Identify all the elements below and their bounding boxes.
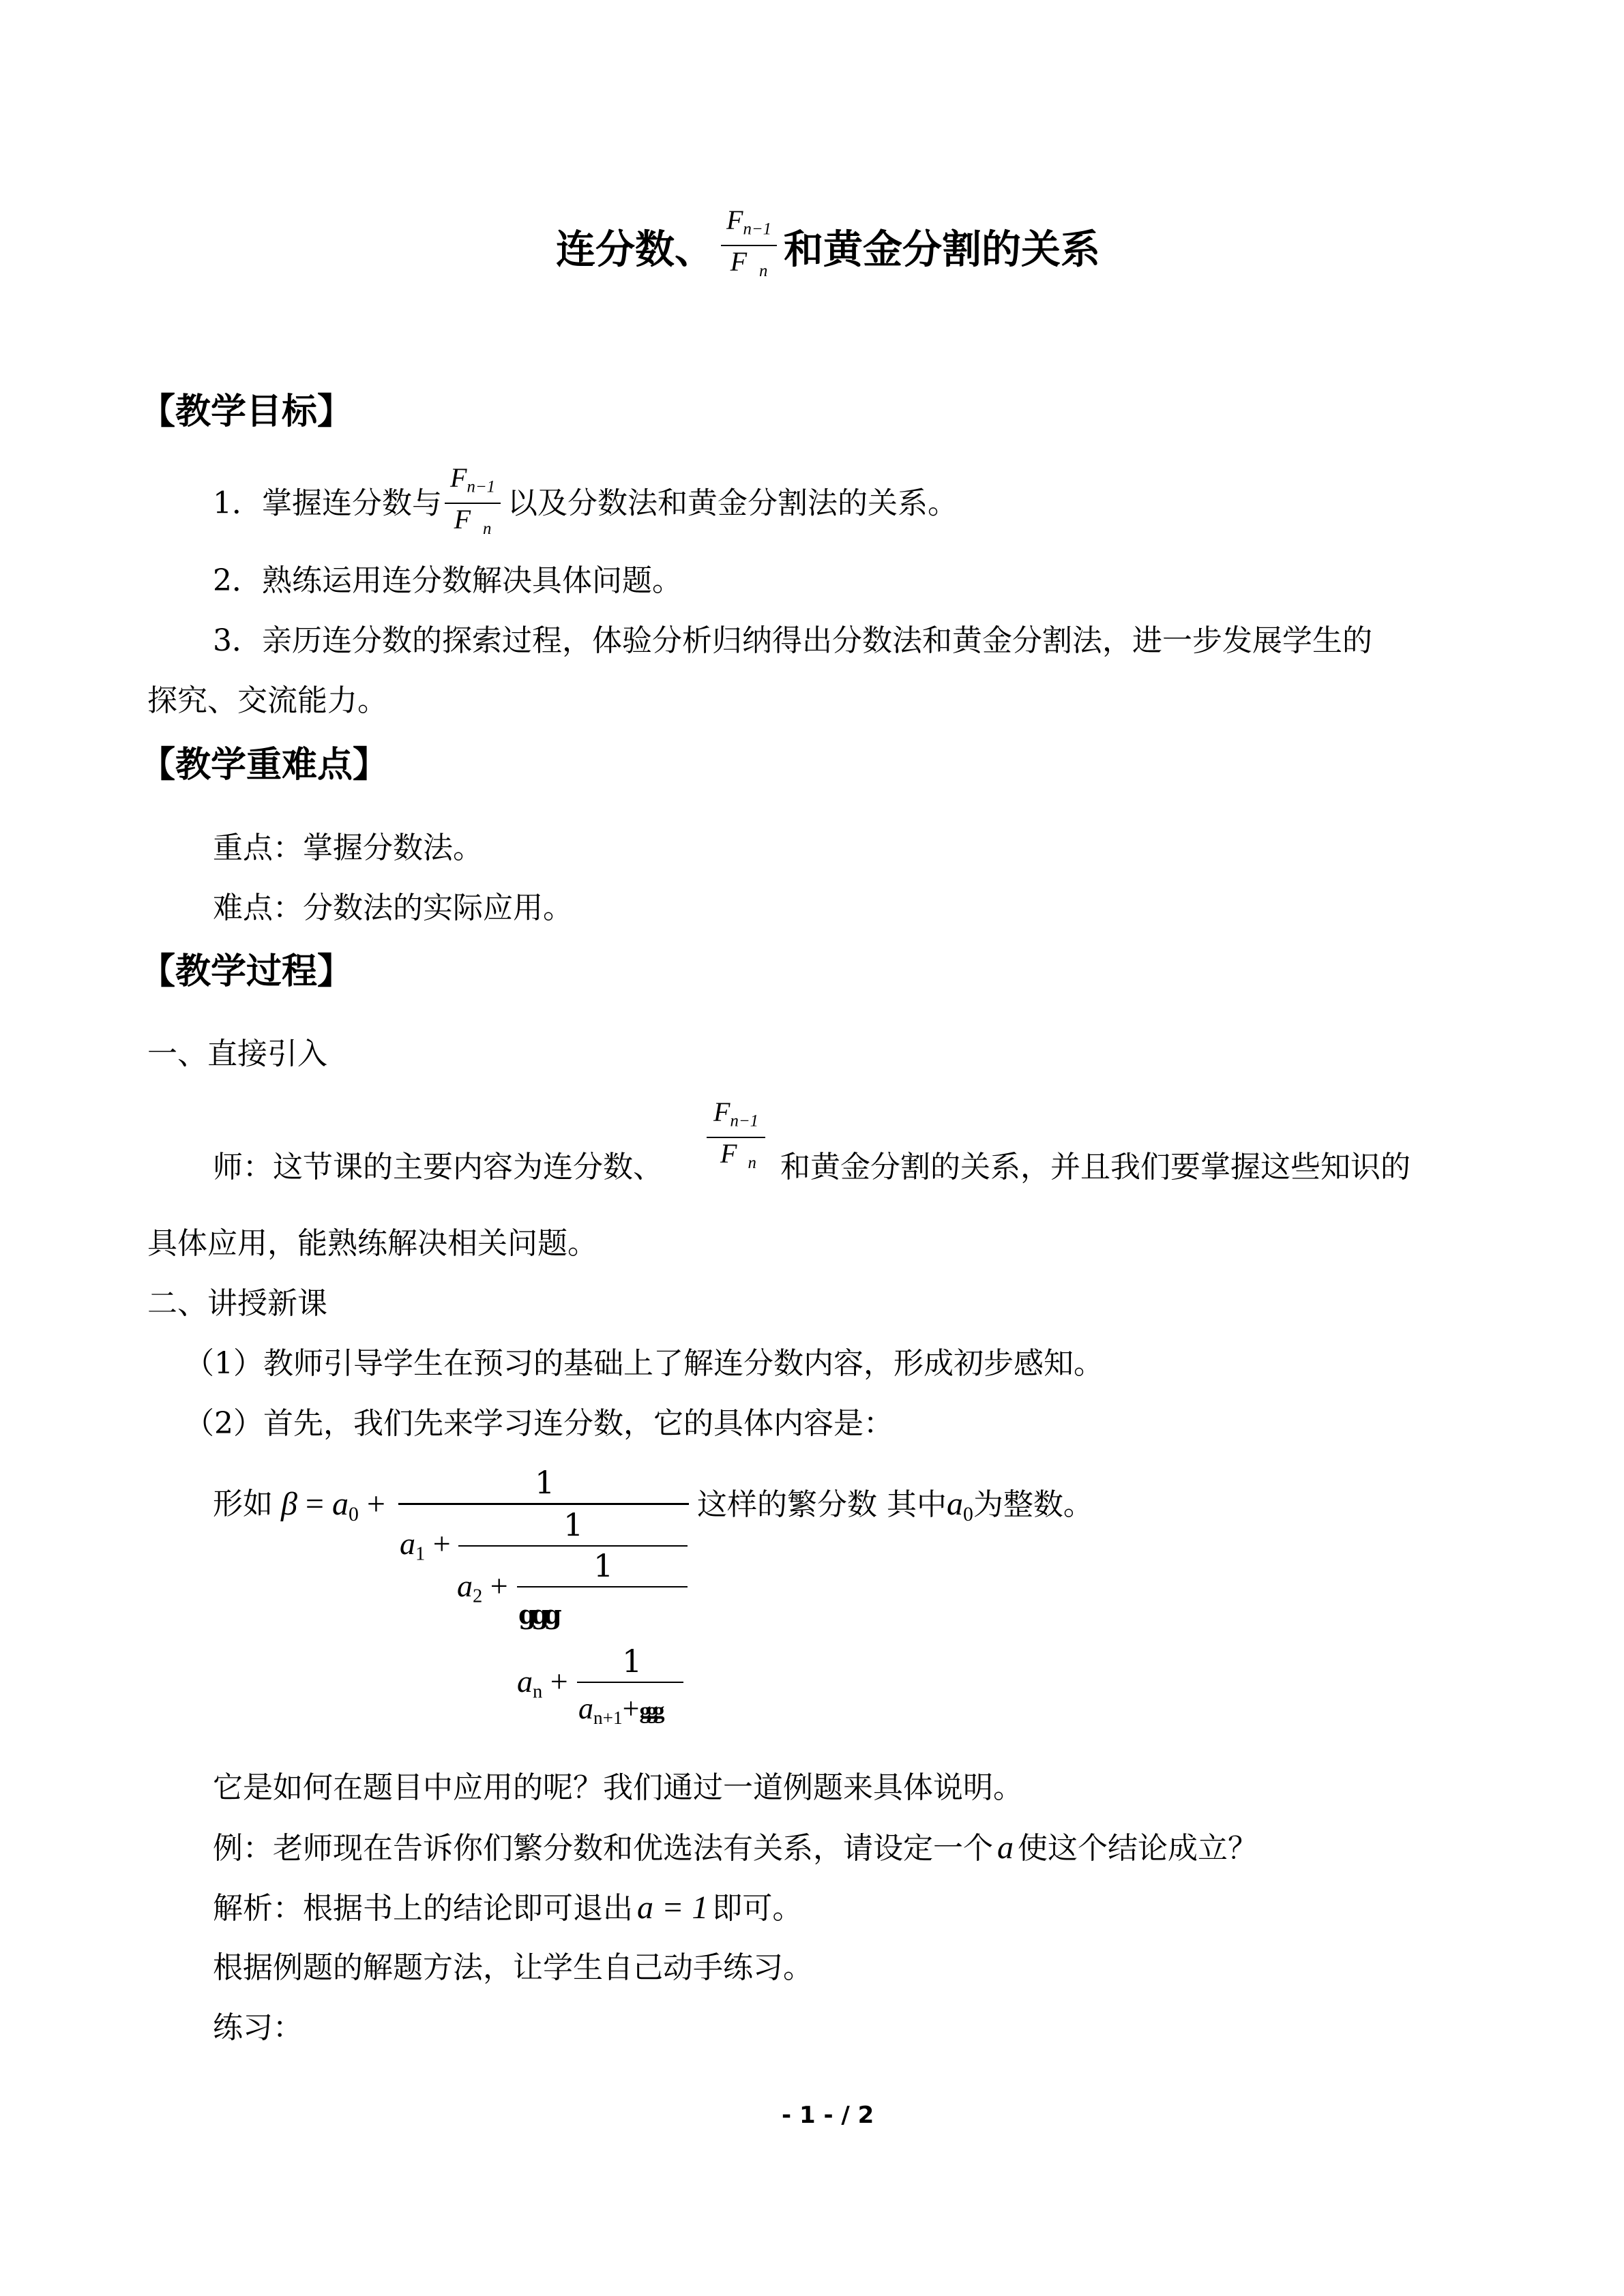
formula-suffix: 这样的繁分数 其中$a_0$为整数。 [697, 1486, 1093, 1525]
formula-bar-3 [517, 1586, 688, 1587]
title-text-before: 连分数、 [556, 226, 715, 273]
formula-an1: $a_{n+1}+ggg$ [578, 1692, 660, 1729]
page-title [556, 205, 1100, 287]
formula-bar-4 [577, 1682, 683, 1683]
step-2: （2）首先，我们先来学习连分数，它的具体内容是： [184, 1406, 894, 1441]
practice-intro: 根据例题的解题方法，让学生自己动手练习。 [213, 1950, 813, 1985]
section-heading-process: 【教学过程】 [140, 951, 353, 992]
practice-label: 练习： [213, 2010, 303, 2045]
formula-prefix: 形如 [213, 1487, 273, 1521]
question-text: 它是如何在题目中应用的呢？我们通过一道例题来具体说明。 [213, 1770, 1023, 1805]
formula-num-4: 1 [622, 1643, 643, 1680]
section-heading-goals: 【教学目标】 [140, 391, 353, 432]
difficulty-text: 难点：分数法的实际应用。 [213, 891, 573, 925]
formula-lhs: $\beta = a_0$ + [281, 1486, 385, 1525]
formula-num-3: 1 [593, 1547, 614, 1584]
example-text: 例：老师现在告诉你们繁分数和优选法有关系，请设定一个 a 使这个结论成立？ [213, 1830, 1258, 1866]
goal-item-3-line-1: 3．亲历连分数的探索过程，体验分析归纳得出分数法和黄金分割法，进一步发展学生的 [213, 623, 1372, 658]
part-1-title: 一、直接引入 [147, 1037, 327, 1071]
title-text-after: 和黄金分割的关系 [783, 226, 1100, 273]
formula-num-1: 1 [535, 1464, 555, 1501]
step-1: （1）教师引导学生在预习的基础上了解连分数内容，形成初步感知。 [184, 1346, 1104, 1381]
part-2-title: 二、讲授新课 [147, 1286, 327, 1321]
formula-bar-1 [398, 1503, 689, 1505]
formula-an: $a_n$ + [517, 1664, 568, 1703]
formula-bar-2 [458, 1545, 688, 1547]
teacher-line-2: 具体应用，能熟练解决相关问题。 [147, 1226, 597, 1261]
teacher-line-1-after: 和黄金分割的关系，并且我们要掌握这些知识的 [780, 1150, 1411, 1184]
formula-num-2: 1 [563, 1506, 584, 1543]
title-fraction: $\frac{F_{n-1}}{F _n}$ [721, 205, 777, 287]
page-number: - 1 - / 2 [782, 2102, 874, 2129]
goal-item-2: 2．熟练运用连分数解决具体问题。 [213, 563, 682, 598]
goal-item-3-line-2: 探究、交流能力。 [147, 683, 387, 718]
section-heading-keypoints: 【教学重难点】 [140, 745, 389, 786]
goal-item-1: 1．掌握连分数与 $\frac{F_{n-1}}{F _n}$ 以及分数法和黄金分割法的关系。 [213, 462, 958, 545]
formula-ellipsis-1: ggg [518, 1599, 557, 1630]
goal-fraction: $\frac{F_{n-1}}{F _n}$ [445, 462, 501, 545]
teacher-line-1-before: 师：这节课的主要内容为连分数、 [213, 1150, 663, 1184]
keypoint-text: 重点：掌握分数法。 [213, 831, 483, 865]
formula-a1: $a_1$ + [400, 1526, 451, 1565]
teacher-fraction: $F_{n-1}$ F $_n$ [707, 1097, 765, 1179]
formula-a2: $a_2$ + [457, 1568, 508, 1607]
analysis-text: 解析：根据书上的结论即可退出 a = 1 即可。 [213, 1890, 803, 1926]
